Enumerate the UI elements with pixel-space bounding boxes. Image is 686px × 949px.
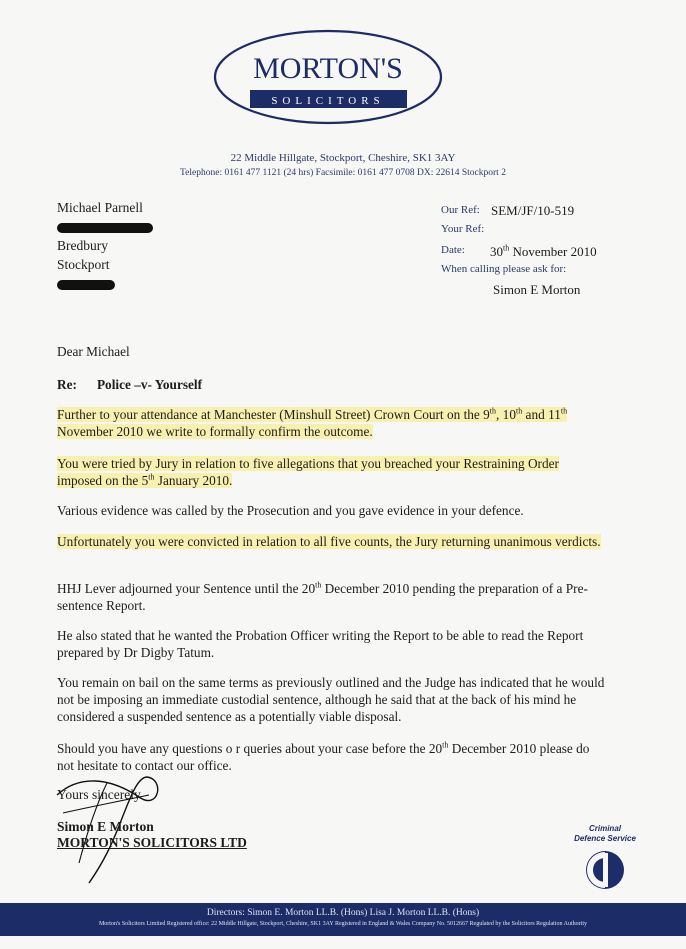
your-ref-label: Your Ref: (441, 223, 485, 235)
redacted-street (57, 223, 153, 233)
closing: Yours sincerely (57, 787, 141, 802)
paragraph-6: He also stated that he wanted the Probation Officer writing the Report to be able to read the Report prepared by Dr Digby Tatum. (57, 628, 584, 660)
recipient-block (57, 198, 153, 293)
date-label: Date: (441, 244, 465, 256)
mortons-logo (212, 28, 444, 126)
calling-label: When calling please ask for: (441, 263, 567, 275)
paragraph-5: HHJ Lever adjourned your Sentence until the 20th December 2010 pending the preparation of a Pre-sentence Report. (57, 580, 588, 613)
recipient-city: Stockport (57, 257, 110, 272)
paragraph-2: You were tried by Jury in relation to five allegations that you breached your Restraining Order imposed on the 5th January 2010. (57, 456, 559, 488)
paragraph-7: You remain on bail on the same terms as previously outlined and the Judge has indicated that he would not be imposing an immediate custodial sentence, although he said that at the back of his mind he considered a suspended sentence as a potentially viable disposal. (57, 675, 605, 724)
paragraph-1: Further to your attendance at Manchester (Minshull Street) Crown Court on the 9th, 10th and 11th November 2010 we write to formally confirm the outcome. (57, 406, 568, 439)
firm-contact: Telephone: 0161 477 1121 (24 hrs) Facsimile: 0161 477 0708 DX: 22614 Stockport 2 (180, 168, 506, 178)
paragraph-3: Various evidence was called by the Prosecution and you gave evidence in your defence. (57, 503, 524, 518)
subject-line: Re: Police –v- Yourself (57, 377, 203, 392)
paragraph-8: Should you have any questions o r queries about your case before the 20th December 2010 please do not hesitate to contact our office. (57, 740, 590, 773)
cds-line2: Defence Service (574, 834, 636, 843)
signer-name: Simon E Morton (57, 819, 154, 834)
contact-name: Simon E Morton (493, 282, 581, 297)
logo-title: MORTON'S (253, 52, 403, 85)
signer-firm: MORTON'S SOLICITORS LTD (57, 835, 247, 850)
firm-address: 22 Middle Hillgate, Stockport, Cheshire, SK1 3AY (230, 152, 456, 164)
paragraph-4: Unfortunately you were convicted in relation to all five counts, the Jury returning unanimous verdicts. (57, 534, 601, 549)
our-ref-label: Our Ref: (441, 204, 480, 216)
redacted-postcode (57, 280, 115, 290)
cds-line1: Criminal (588, 824, 621, 833)
date-value: 30th November 2010 (490, 243, 597, 259)
recipient-name: Michael Parnell (57, 200, 143, 215)
salutation: Dear Michael (57, 344, 130, 359)
cds-emblem-icon (583, 848, 627, 892)
our-ref-value: SEM/JF/10-519 (491, 203, 575, 218)
recipient-town: Bredbury (57, 238, 108, 253)
logo-subtitle: SOLICITORS (271, 95, 385, 107)
footer-band (0, 903, 686, 936)
footer-registered: Morton's Solicitors Limited Registered office: 22 Middle Hillgate, Stockport, Cheshire, SK1 3AY Registered in England & Wales Company No. 5012667 Regulated by the Solicitors Regulation Authority (98, 921, 588, 927)
footer-directors: Directors: Simon E. Morton LL.B. (Hons) Lisa J. Morton LL.B. (Hons) (206, 908, 480, 918)
criminal-defence-service-logo (565, 824, 645, 895)
